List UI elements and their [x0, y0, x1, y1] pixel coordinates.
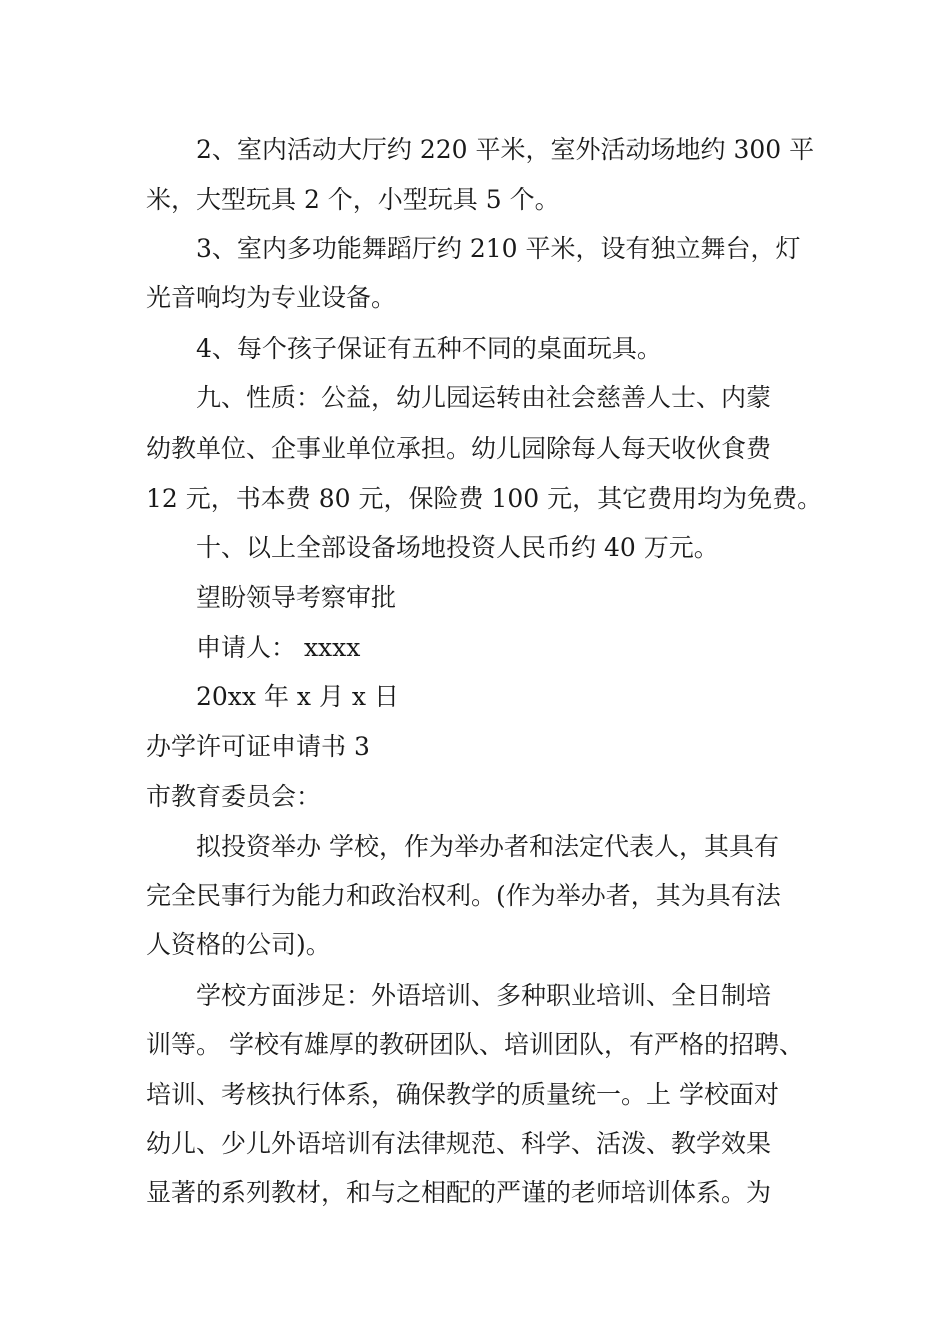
applicant-line: 申请人： xxxx [196, 633, 361, 662]
paragraph-line: 人资格的公司)。 [146, 930, 331, 959]
paragraph-line: 幼教单位、企事业单位承担。幼儿园除每人每天收伙食费 [146, 434, 772, 463]
paragraph-line: 显著的系列教材，和与之相配的严谨的老师培训体系。为 [146, 1178, 772, 1207]
salutation: 市教育委员会： [146, 782, 322, 811]
paragraph-line: 幼儿、少儿外语培训有法律规范、科学、活泼、教学效果 [146, 1129, 772, 1158]
date-line: 20xx 年 x 月 x 日 [196, 682, 399, 711]
paragraph-line: 光音响均为专业设备。 [146, 283, 397, 312]
closing-line: 望盼领导考察审批 [196, 583, 397, 612]
paragraph-line: 训等。 学校有雄厚的教研团队、培训团队，有严格的招聘、 [146, 1030, 804, 1059]
paragraph-line: 培训、考核执行体系，确保教学的质量统一。上 学校面对 [146, 1080, 779, 1109]
paragraph-line: 4、每个孩子保证有五种不同的桌面玩具。 [196, 334, 662, 363]
paragraph-line: 米，大型玩具 2 个，小型玩具 5 个。 [146, 185, 560, 214]
paragraph-line: 3、室内多功能舞蹈厅约 210 平米，设有独立舞台，灯 [196, 234, 801, 263]
paragraph-line: 拟投资举办 学校，作为举办者和法定代表人，其具有 [196, 832, 779, 861]
paragraph-line: 十、以上全部设备场地投资人民币约 40 万元。 [196, 533, 719, 562]
paragraph-line: 九、性质：公益，幼儿园运转由社会慈善人士、内蒙 [196, 383, 772, 412]
paragraph-line: 学校方面涉足：外语培训、多种职业培训、全日制培 [196, 981, 772, 1010]
paragraph-line: 2、室内活动大厅约 220 平米，室外活动场地约 300 平 [196, 135, 815, 164]
section-title: 办学许可证申请书 3 [146, 732, 370, 761]
paragraph-line: 12 元，书本费 80 元，保险费 100 元，其它费用均为免费。 [146, 484, 823, 513]
paragraph-line: 完全民事行为能力和政治权利。(作为举办者，其为具有法 [146, 881, 781, 910]
